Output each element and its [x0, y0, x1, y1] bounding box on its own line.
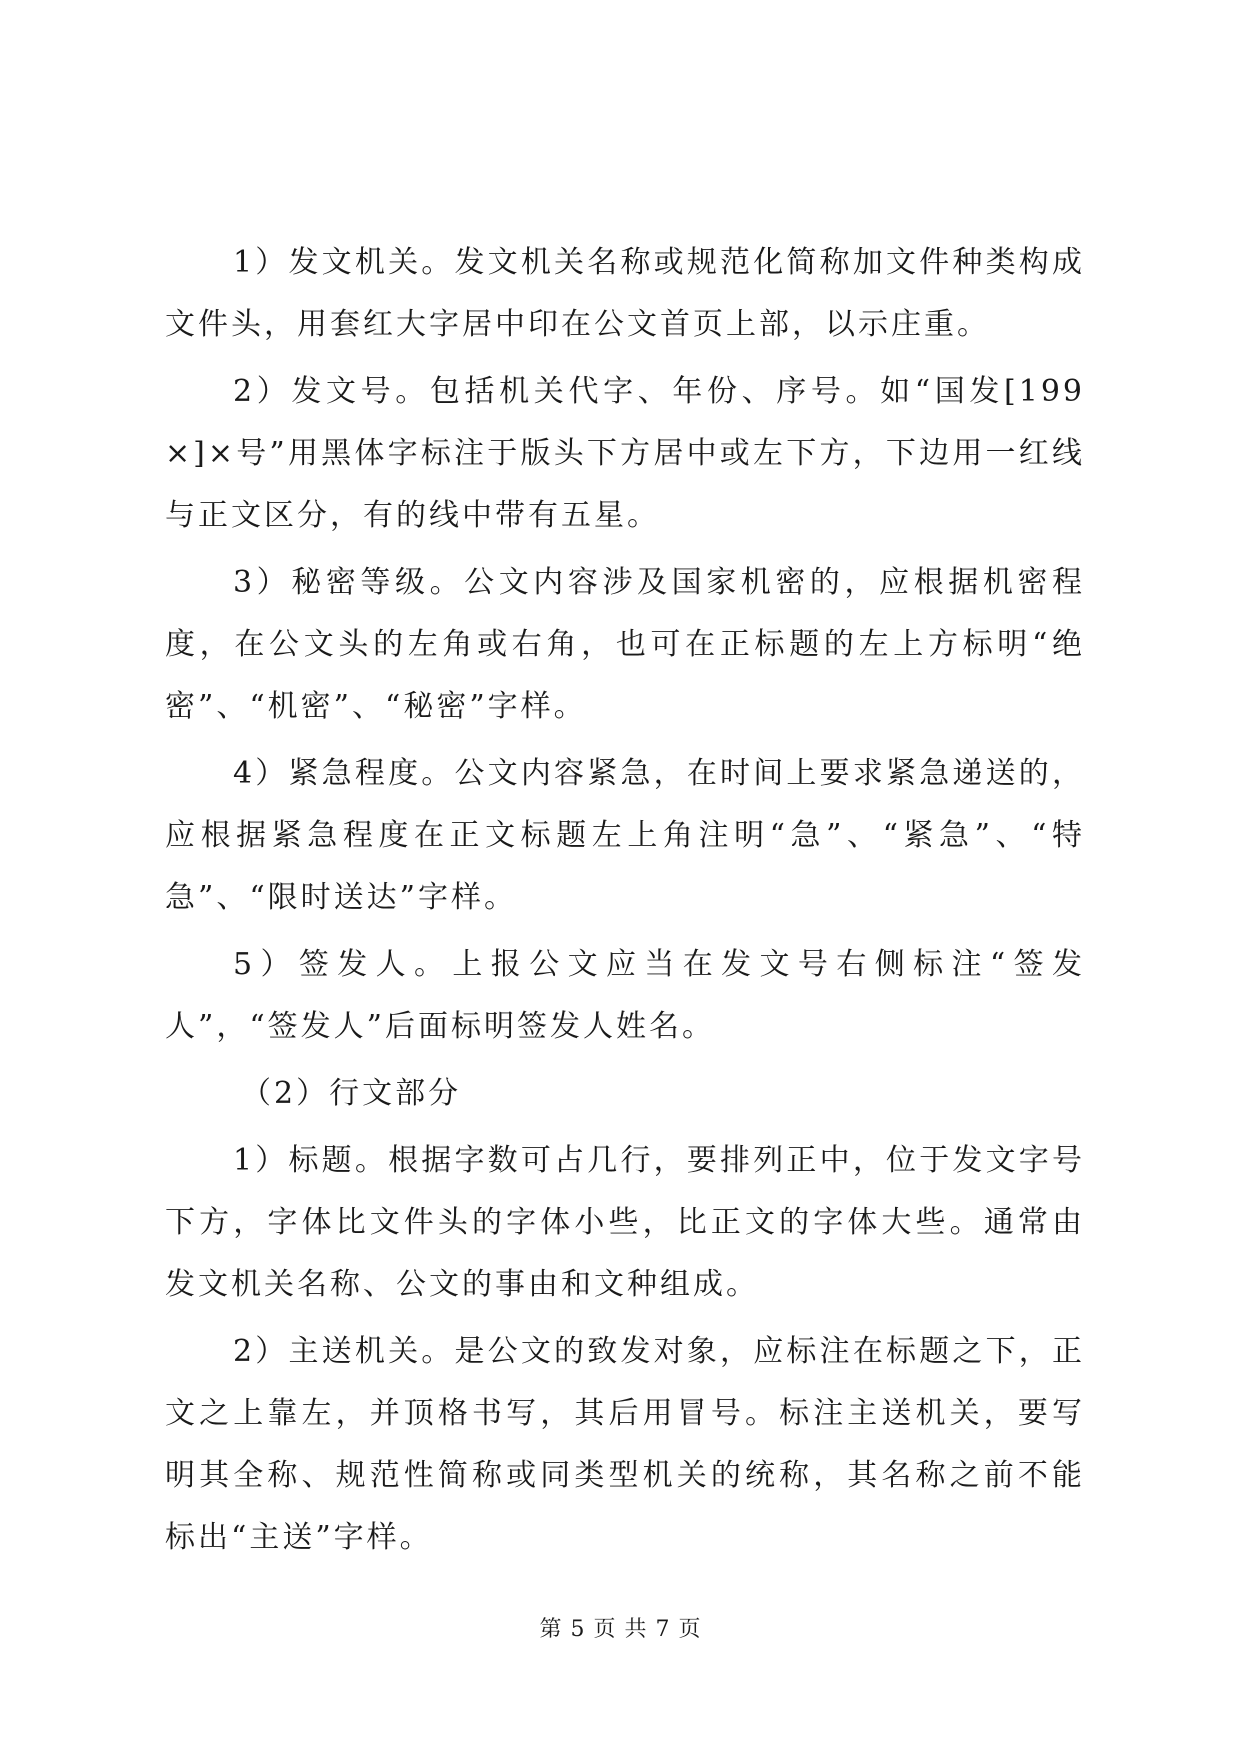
paragraph-document-number: 2）发文号。包括机关代字、年份、序号。如“国发[199×]×号”用黑体字标注于版头下方居中或左下方，下边用一红线与正文区分，有的线中带有五星。 [165, 374, 1085, 533]
document-body [165, 232, 1085, 1569]
paragraph-urgency-level: 4）紧急程度。公文内容紧急，在时间上要求紧急递送的，应根据紧急程度在正文标题左上角注明“急”、“紧急”、“特急”、“限时送达”字样。 [165, 756, 1085, 915]
page-number-footer: 第 5 页 共 7 页 [539, 1617, 702, 1642]
paragraph-issuing-authority: 1）发文机关。发文机关名称或规范化简称加文件种类构成文件头，用套红大字居中印在公文首页上部，以示庄重。 [165, 245, 1085, 342]
paragraph-main-recipient: 2）主送机关。是公文的致发对象，应标注在标题之下，正文之上靠左，并顶格书写，其后用冒号。标注主送机关，要写明其全称、规范性简称或同类型机关的统称，其名称之前不能标出“主送”字样。 [165, 1334, 1085, 1555]
section-heading-body-part: （2）行文部分 [241, 1076, 462, 1111]
paragraph-secrecy-level: 3）秘密等级。公文内容涉及国家机密的，应根据机密程度，在公文头的左角或右角，也可在正标题的左上方标明“绝密”、“机密”、“秘密”字样。 [165, 565, 1085, 724]
paragraph-signer: 5）签发人。上报公文应当在发文号右侧标注“签发人”，“签发人”后面标明签发人姓名。 [165, 947, 1085, 1044]
paragraph-title: 1）标题。根据字数可占几行，要排列正中，位于发文字号下方，字体比文件头的字体小些，比正文的字体大些。通常由发文机关名称、公文的事由和文种组成。 [165, 1143, 1085, 1302]
